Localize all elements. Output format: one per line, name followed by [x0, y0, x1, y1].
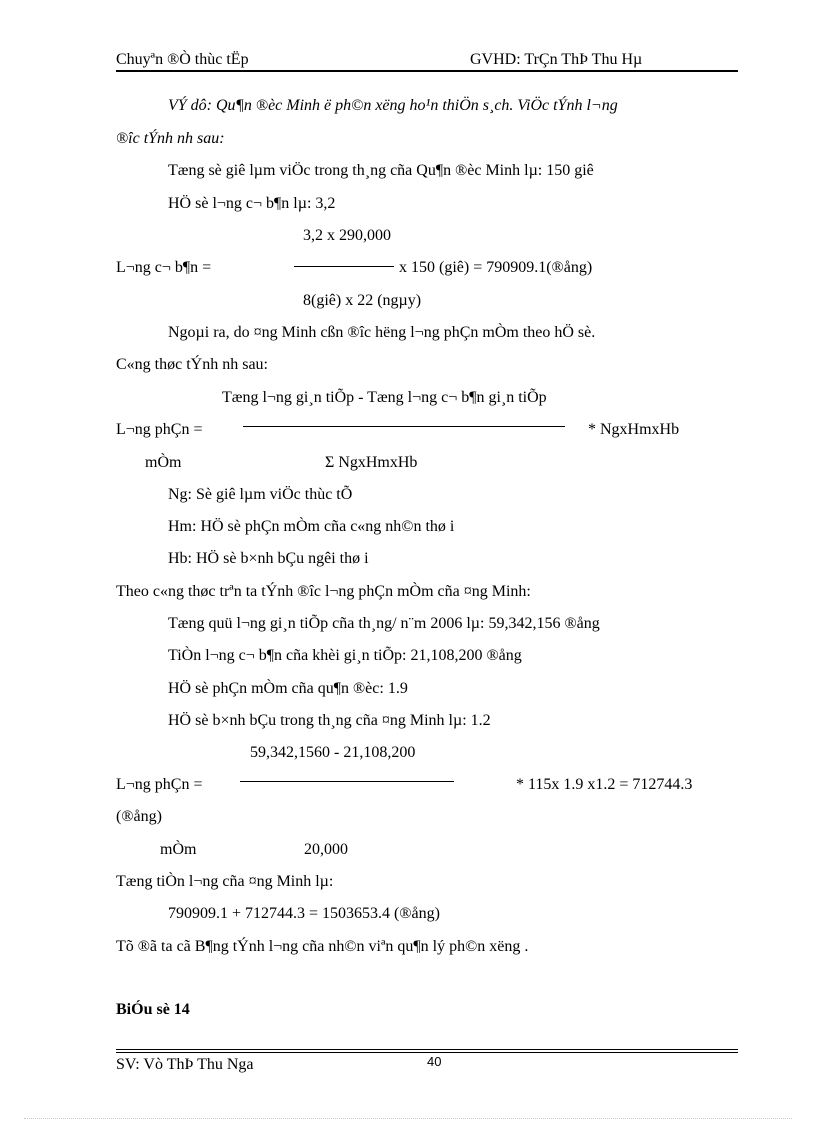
formula1-numerator: 3,2 x 290,000	[303, 227, 391, 244]
definition-hm: Hm: HÖ sè phÇn mÒm cña c«ng nh©n thø i	[168, 518, 455, 535]
formula2-fraction-line	[243, 426, 565, 427]
total-hours-line: Tæng sè giê lµm viÖc trong th¸ng cña Qu¶n ®èc Minh lµ: 150 giê	[168, 162, 594, 179]
definition-hb: Hb: HÖ sè b×nh bÇu ngêi thø i	[168, 550, 369, 567]
definition-ng: Ng: Sè giê lµm viÖc thùc tÕ	[168, 486, 353, 503]
header-right-text: GVHD: TrÇn ThÞ Thu Hµ	[470, 51, 643, 68]
theo-line: Theo c«ng thøc trªn ta tÝnh ®îc l¬ng phÇn mÒm cña ¤ng Minh:	[116, 583, 531, 600]
paragraph2-line-2: C«ng thøc tÝnh nh sau:	[116, 356, 268, 373]
coefficient-line: HÖ sè l¬ng c¬ b¶n lµ: 3,2	[168, 195, 336, 212]
footer-rule-top	[116, 1049, 738, 1050]
header-left-text: Chuyªn ®Ò thùc tËp	[116, 51, 249, 68]
formula3-lhs: L¬ng phÇn =	[116, 776, 203, 793]
formula3-lhs-continued: mÒm	[160, 841, 197, 858]
paragraph2-line-1: Ngoµi ra, do ¤ng Minh cßn ®îc hëng l¬ng phÇn mÒm theo hÖ sè.	[168, 324, 596, 341]
formula1-lhs: L¬ng c¬ b¶n =	[116, 259, 212, 276]
table-label: BiÓu sè 14	[116, 1001, 190, 1018]
example-line-1: VÝ dô: Qu¶n ®èc Minh ë ph©n xëng ho¹n thiÖn s¸ch. ViÖc tÝnh l¬ng	[168, 97, 618, 114]
formula3-denominator: 20,000	[304, 841, 348, 858]
footer-student: SV: Vò ThÞ Thu Nga	[116, 1056, 254, 1073]
hb-value-line: HÖ sè b×nh bÇu trong th¸ng cña ¤ng Minh lµ: 1.2	[168, 712, 491, 729]
formula1-fraction-line	[294, 266, 394, 267]
base-indirect-line: TiÒn l¬ng c¬ b¶n cña khèi gi¸n tiÕp: 21,108,200 ®ång	[168, 647, 522, 664]
total-title-line: Tæng tiÒn l¬ng cña ¤ng Minh lµ:	[116, 873, 334, 890]
hm-value-line: HÖ sè phÇn mÒm cña qu¶n ®èc: 1.9	[168, 680, 408, 697]
header-rule	[116, 70, 738, 72]
example-line-2: ®îc tÝnh nh sau:	[116, 130, 225, 147]
page-edge-dotted-line	[24, 1118, 792, 1119]
conclusion-line: Tõ ®ã ta cã B¶ng tÝnh l¬ng cña nh©n viªn qu¶n lý ph©n xëng .	[116, 938, 529, 955]
formula2-rhs: * NgxHmxHb	[588, 421, 680, 438]
total-calculation-line: 790909.1 + 712744.3 = 1503653.4 (®ång)	[168, 905, 440, 922]
footer-rule-bottom	[116, 1052, 738, 1053]
formula3-unit: (®ång)	[116, 808, 162, 825]
fund-line: Tæng quü l¬ng gi¸n tiÕp cña th¸ng/ n¨m 2006 lµ: 59,342,156 ®ång	[168, 615, 600, 632]
formula3-rhs: * 115x 1.9 x1.2 = 712744.3	[516, 776, 693, 793]
formula2-denominator: Σ NgxHmxHb	[325, 454, 418, 471]
formula2-lhs: L¬ng phÇn =	[116, 421, 203, 438]
formula1-rhs: x 150 (giê) = 790909.1(®ång)	[399, 259, 593, 276]
formula1-denominator: 8(giê) x 22 (ngµy)	[303, 292, 422, 309]
formula2-lhs-continued: mÒm	[145, 454, 182, 471]
formula3-fraction-line	[240, 781, 454, 782]
formula2-numerator: Tæng l¬ng gi¸n tiÕp - Tæng l¬ng c¬ b¶n gi¸n tiÕp	[222, 389, 547, 406]
formula3-numerator: 59,342,1560 - 21,108,200	[250, 744, 416, 761]
page-number: 40	[427, 1054, 442, 1069]
